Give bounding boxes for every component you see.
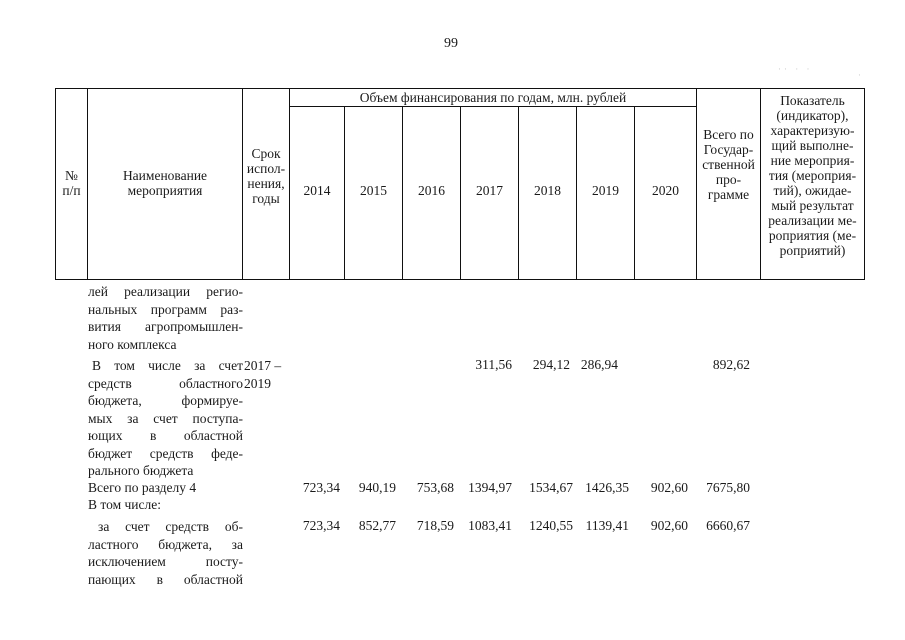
header-year-2018: 2018 [534,183,561,198]
value-2015: 940,19 [358,480,396,495]
header-indicator: Показатель (индикатор), характеризую- щий выполне- ние мероприя- тия (мероприя- тий), ожидае- мый результат реализации ме- роприятия (ме- роприятий) [768,93,857,258]
header-year-2016: 2016 [418,183,445,198]
row-continuation-text: лей реализации регио- нальных программ раз- вития агропромышлен- ного комплекса [88,284,243,352]
header-year-2015: 2015 [360,183,387,198]
row-federal-funds-term: 2017 – 2019 [244,358,282,391]
header-name: Наименование мероприятия [122,168,208,198]
header-year-2019: 2019 [592,183,619,198]
value-2017: 1083,41 [468,518,512,533]
value-2020: 902,60 [650,518,688,533]
row-federal-funds-label: В том числе за счет средств областного бюджета, формируе- мых за счет поступа- ющих в областной бюджет средств феде- рального бюджета [88,358,243,478]
table-top-border [55,88,864,89]
row-section-total-label: Всего по разделу 4 [88,480,197,495]
page-number: 99 [444,36,458,51]
value-2017: 311,56 [475,357,512,372]
value-2016: 753,68 [416,480,454,495]
value-2020: 902,60 [650,480,688,495]
value-2018: 294,12 [532,357,570,372]
value-total: 6660,67 [706,518,750,533]
value-2015: 852,77 [358,518,396,533]
value-total: 7675,80 [706,480,750,495]
value-2019: 1139,41 [585,518,629,533]
header-year-2014: 2014 [303,183,331,198]
value-total: 892,62 [712,357,750,372]
scan-noise: ·· · · [778,64,813,74]
value-2018: 1534,67 [529,480,573,495]
value-2016: 718,59 [416,518,454,533]
header-term: Срок испол- нения, годы [246,146,286,206]
row-regional-budget-label: за счет средств об- ластного бюджета, за исключением посту- пающих в областной [88,519,243,587]
scan-noise: · [858,70,864,80]
header-year-2017: 2017 [476,183,503,198]
table-right-border [864,88,865,280]
row-including-label: В том числе: [88,497,161,512]
header-total: Всего по Государ- ственной про- грамме [702,127,755,202]
value-2018: 1240,55 [529,518,573,533]
value-2019: 1426,35 [585,480,629,495]
header-num: № п/п [62,168,81,198]
value-2017: 1394,97 [468,480,512,495]
value-2019: 286,94 [580,357,618,372]
header-year-2020: 2020 [652,183,679,198]
header-funding: Объем финансирования по годам, млн. рублей [359,90,627,105]
value-2014: 723,34 [302,518,340,533]
value-2014: 723,34 [302,480,340,495]
